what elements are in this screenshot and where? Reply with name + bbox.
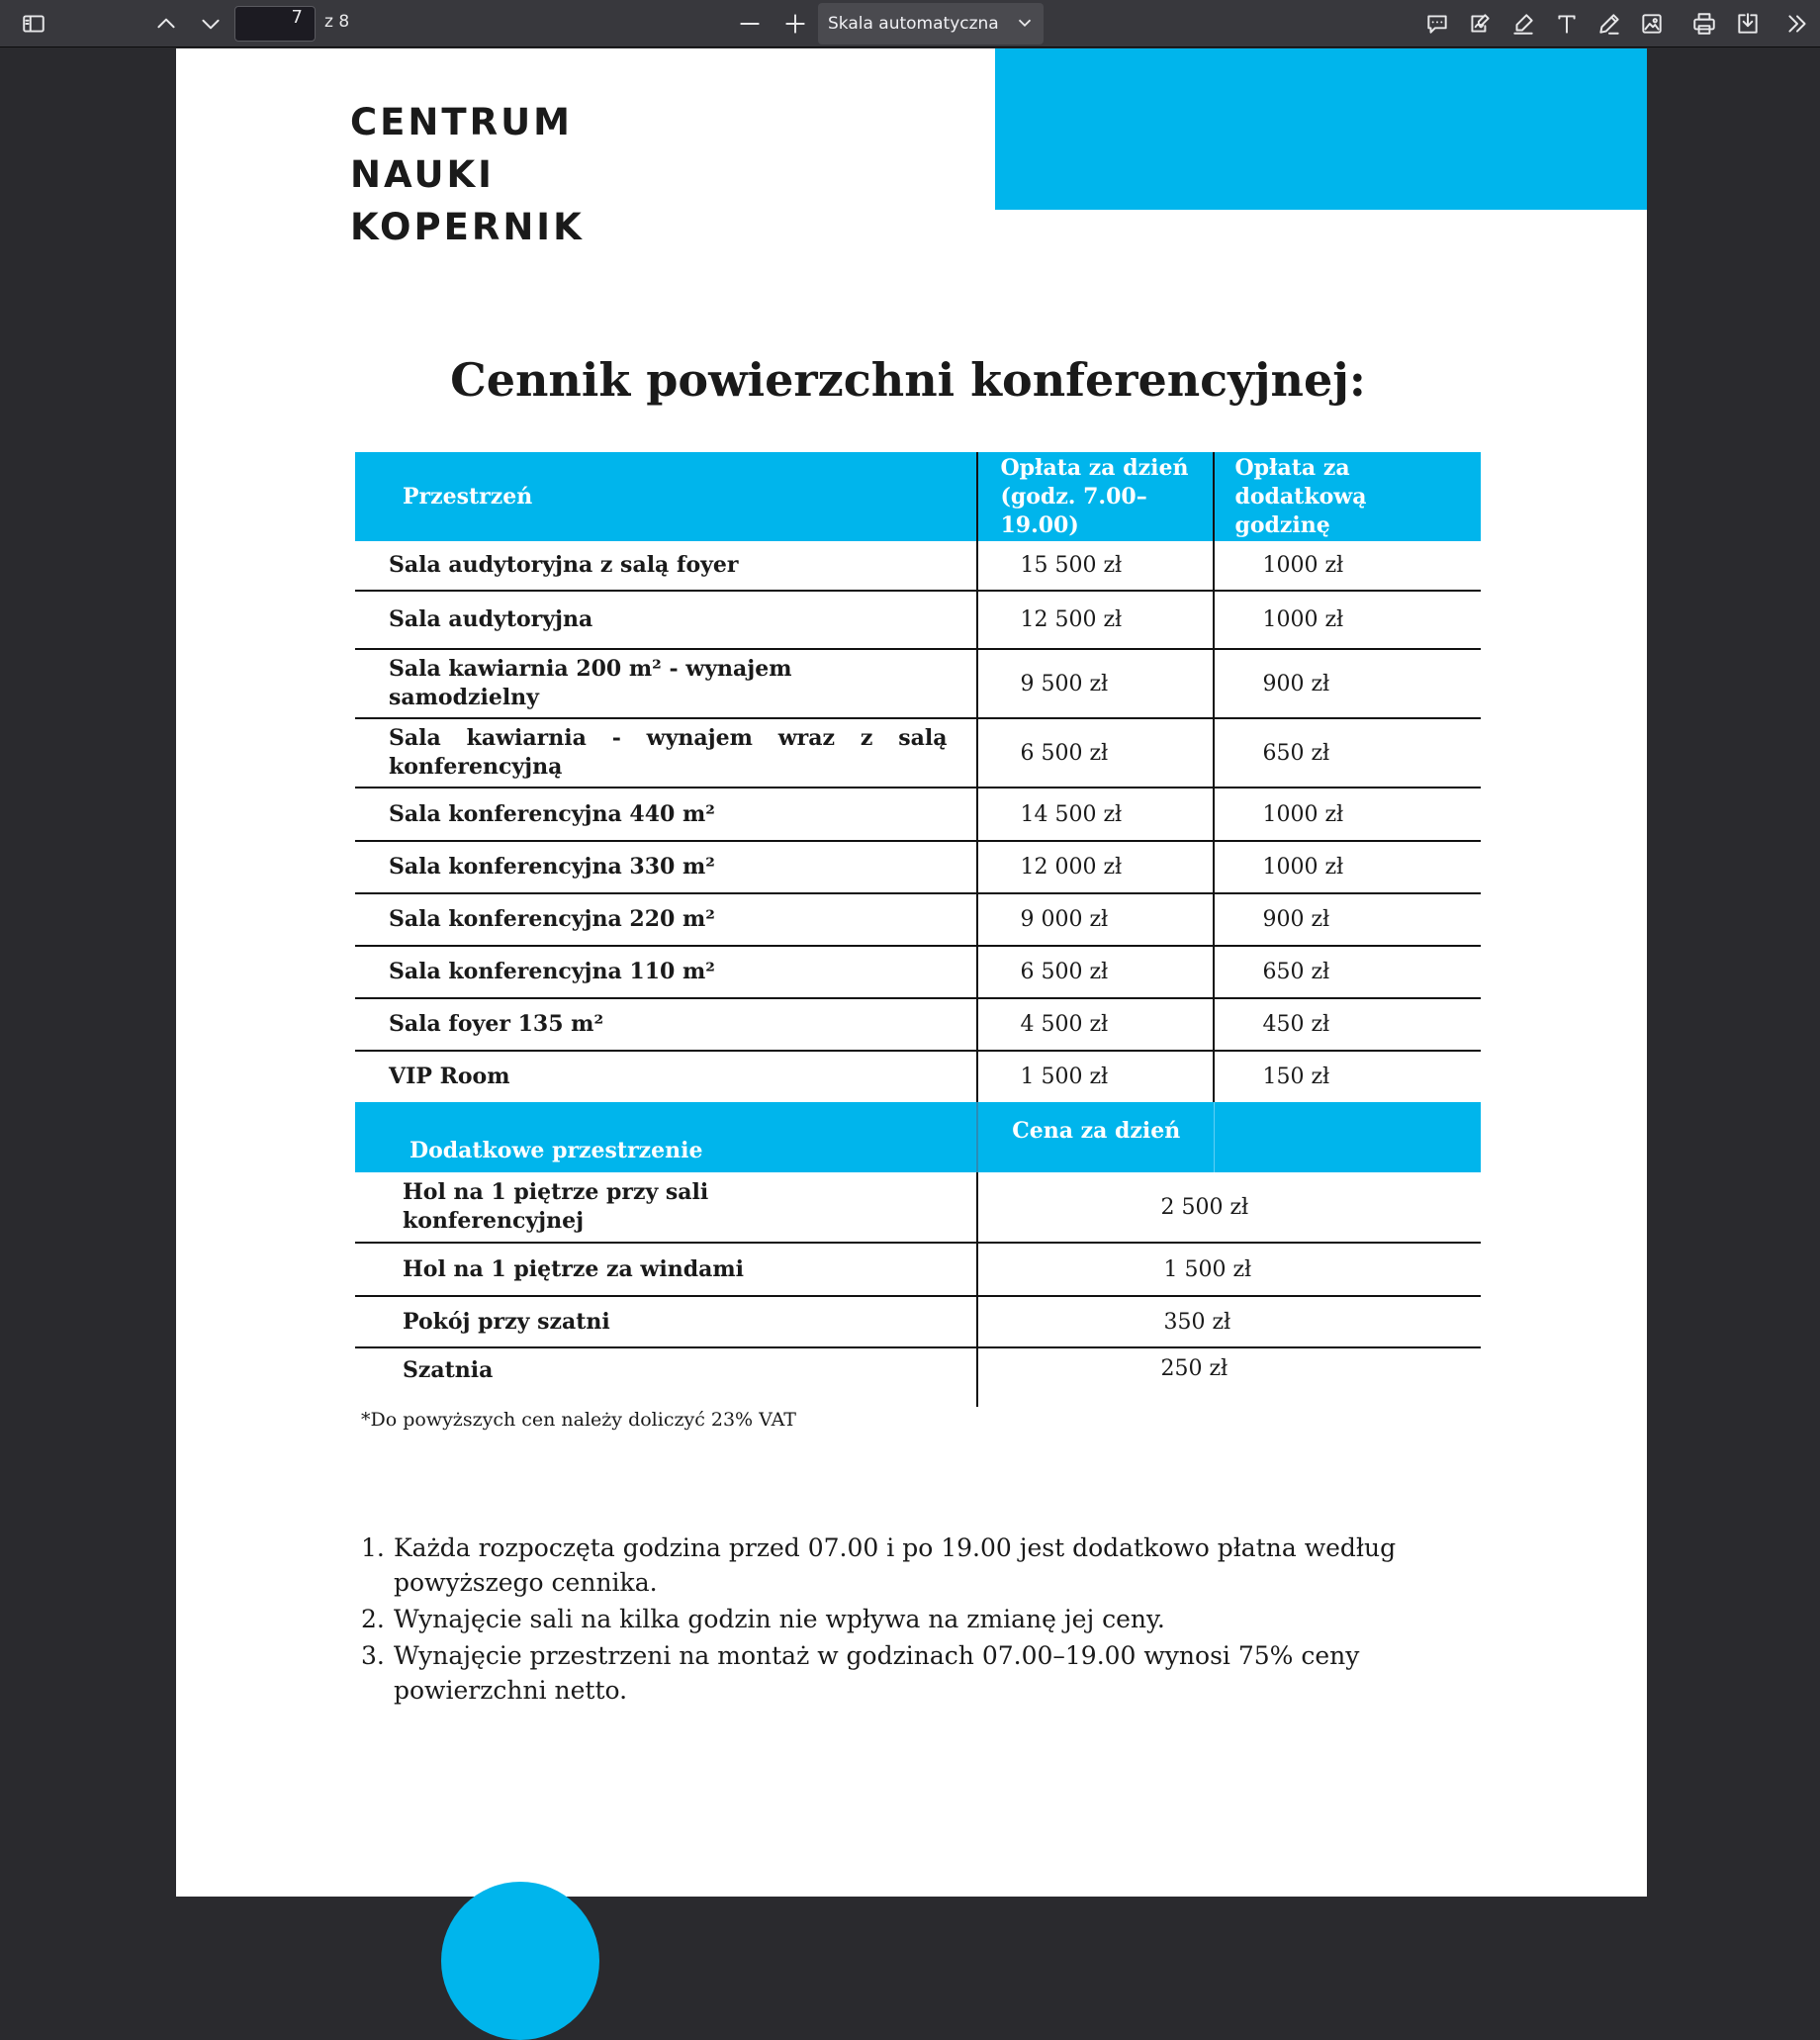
logo (350, 96, 585, 253)
list-item-number: 2. (361, 1605, 385, 1633)
header-additional-price: Cena za dzień (977, 1102, 1214, 1172)
chevron-down-icon (1014, 12, 1036, 34)
next-page-button[interactable] (193, 6, 228, 42)
room-hour-price: 1000 zł (1214, 541, 1481, 591)
page-number-input[interactable]: 7 (234, 6, 316, 42)
room-hour-price: 1000 zł (1214, 591, 1481, 649)
list-item-text: Wynajęcie przestrzeni na montaż w godzinach 07.00–19.00 wynosi 75% ceny powierzchni netto. (394, 1641, 1360, 1705)
additional-space-price: 250 zł (977, 1347, 1481, 1407)
table-row (355, 1172, 1481, 1243)
room-day-price: 15 500 zł (977, 541, 1214, 591)
image-icon (1639, 11, 1665, 37)
additional-header-row (355, 1102, 1481, 1172)
room-day-price: 12 000 zł (977, 841, 1214, 893)
table-row (355, 718, 1481, 788)
chevron-down-icon (198, 11, 224, 37)
plus-icon (782, 11, 808, 37)
header-space: Przestrzeń (355, 452, 977, 541)
header-day-fee: Opłata za dzień (godz. 7.00–19.00) (977, 452, 1214, 541)
document-title: Cennik powierzchni konferencyjnej: (450, 353, 1366, 407)
table-row (355, 541, 1481, 591)
price-table (355, 452, 1481, 1407)
minus-icon (737, 11, 763, 37)
list-item (361, 1530, 1489, 1600)
room-day-price: 6 500 zł (977, 946, 1214, 998)
table-row (355, 591, 1481, 649)
room-hour-price: 450 zł (1214, 998, 1481, 1051)
table-row (355, 649, 1481, 718)
add-text-button[interactable] (1549, 6, 1585, 42)
notes-list (361, 1530, 1489, 1708)
pdf-page (176, 48, 1647, 1897)
sign-button[interactable] (1462, 6, 1498, 42)
sidebar-icon (21, 11, 46, 37)
logo-line: CENTRUM (350, 101, 573, 143)
room-name: Sala kawiarnia - wynajem wraz z salą konferencyjną (355, 718, 977, 788)
printer-icon (1691, 11, 1717, 37)
draw-button[interactable] (1592, 6, 1627, 42)
table-row (355, 946, 1481, 998)
zoom-in-button[interactable] (777, 6, 813, 42)
highlight-button[interactable] (1505, 6, 1541, 42)
room-name: Sala konferencyjna 220 m² (355, 893, 977, 946)
room-hour-price: 650 zł (1214, 718, 1481, 788)
header-additional-space: Dodatkowe przestrzenie (355, 1102, 977, 1172)
table-row (355, 788, 1481, 841)
additional-space-name: Pokój przy szatni (355, 1296, 977, 1347)
vat-note: *Do powyższych cen należy doliczyć 23% VAT (361, 1409, 796, 1431)
zoom-scale-label: Skala automatyczna (828, 14, 999, 34)
table-row (355, 841, 1481, 893)
logo-line: KOPERNIK (350, 206, 585, 248)
text-icon (1554, 11, 1580, 37)
signature-icon (1467, 11, 1493, 37)
room-day-price: 9 000 zł (977, 893, 1214, 946)
logo-line: NAUKI (350, 153, 495, 196)
room-day-price: 6 500 zł (977, 718, 1214, 788)
room-name: Sala audytoryjna (355, 591, 977, 649)
room-day-price: 4 500 zł (977, 998, 1214, 1051)
page-count-label: z 8 (324, 12, 350, 32)
table-row (355, 1296, 1481, 1347)
table-row (355, 1243, 1481, 1296)
room-day-price: 14 500 zł (977, 788, 1214, 841)
print-button[interactable] (1686, 6, 1722, 42)
room-hour-price: 650 zł (1214, 946, 1481, 998)
add-image-button[interactable] (1634, 6, 1670, 42)
additional-space-name: Hol na 1 piętrze za windami (355, 1243, 977, 1296)
additional-space-price: 350 zł (977, 1296, 1481, 1347)
tools-menu-button[interactable] (1779, 6, 1815, 42)
additional-space-price: 1 500 zł (977, 1243, 1481, 1296)
comment-button[interactable] (1419, 6, 1455, 42)
table-header-row (355, 452, 1481, 541)
room-hour-price: 900 zł (1214, 893, 1481, 946)
table-row (355, 1347, 1481, 1407)
room-name: Sala konferencyjna 110 m² (355, 946, 977, 998)
highlighter-icon (1510, 11, 1536, 37)
room-day-price: 1 500 zł (977, 1051, 1214, 1102)
additional-space-price: 2 500 zł (977, 1172, 1481, 1243)
sidebar-toggle-button[interactable] (16, 6, 51, 42)
header-extra-hour: Opłata za dodatkową godzinę (1214, 452, 1481, 541)
zoom-scale-select[interactable] (818, 3, 1044, 45)
previous-page-button[interactable] (148, 6, 184, 42)
zoom-out-button[interactable] (732, 6, 768, 42)
room-name: Sala audytoryjna z salą foyer (355, 541, 977, 591)
double-chevron-right-icon (1784, 11, 1810, 37)
room-hour-price: 150 zł (1214, 1051, 1481, 1102)
list-item-number: 3. (361, 1641, 385, 1670)
list-item (361, 1602, 1489, 1636)
room-name: Sala foyer 135 m² (355, 998, 977, 1051)
room-hour-price: 1000 zł (1214, 788, 1481, 841)
list-item-number: 1. (361, 1533, 385, 1562)
room-hour-price: 900 zł (1214, 649, 1481, 718)
save-button[interactable] (1730, 6, 1766, 42)
room-day-price: 9 500 zł (977, 649, 1214, 718)
table-row (355, 1051, 1481, 1102)
additional-space-name: Hol na 1 piętrze przy sali konferencyjnej (355, 1172, 977, 1243)
table-row (355, 998, 1481, 1051)
pen-icon (1596, 11, 1622, 37)
room-name: Sala konferencyjna 440 m² (355, 788, 977, 841)
list-item-text: Każda rozpoczęta godzina przed 07.00 i po 19.00 jest dodatkowo płatna według powyższego cennika. (394, 1533, 1397, 1597)
list-item (361, 1638, 1489, 1708)
decorative-circle (441, 1882, 599, 2040)
room-name: VIP Room (389, 1064, 510, 1089)
download-icon (1735, 11, 1761, 37)
list-item-text: Wynajęcie sali na kilka godzin nie wpływa na zmianę jej ceny. (394, 1605, 1165, 1633)
room-day-price: 12 500 zł (977, 591, 1214, 649)
room-name: Sala kawiarnia 200 m² - wynajem samodzielny (355, 649, 977, 718)
additional-space-name: Szatnia (403, 1357, 494, 1383)
header-banner (995, 48, 1647, 210)
pdf-toolbar (0, 0, 1820, 47)
room-name: Sala konferencyjna 330 m² (355, 841, 977, 893)
room-hour-price: 1000 zł (1214, 841, 1481, 893)
table-row (355, 893, 1481, 946)
comment-icon (1424, 11, 1450, 37)
chevron-up-icon (153, 11, 179, 37)
